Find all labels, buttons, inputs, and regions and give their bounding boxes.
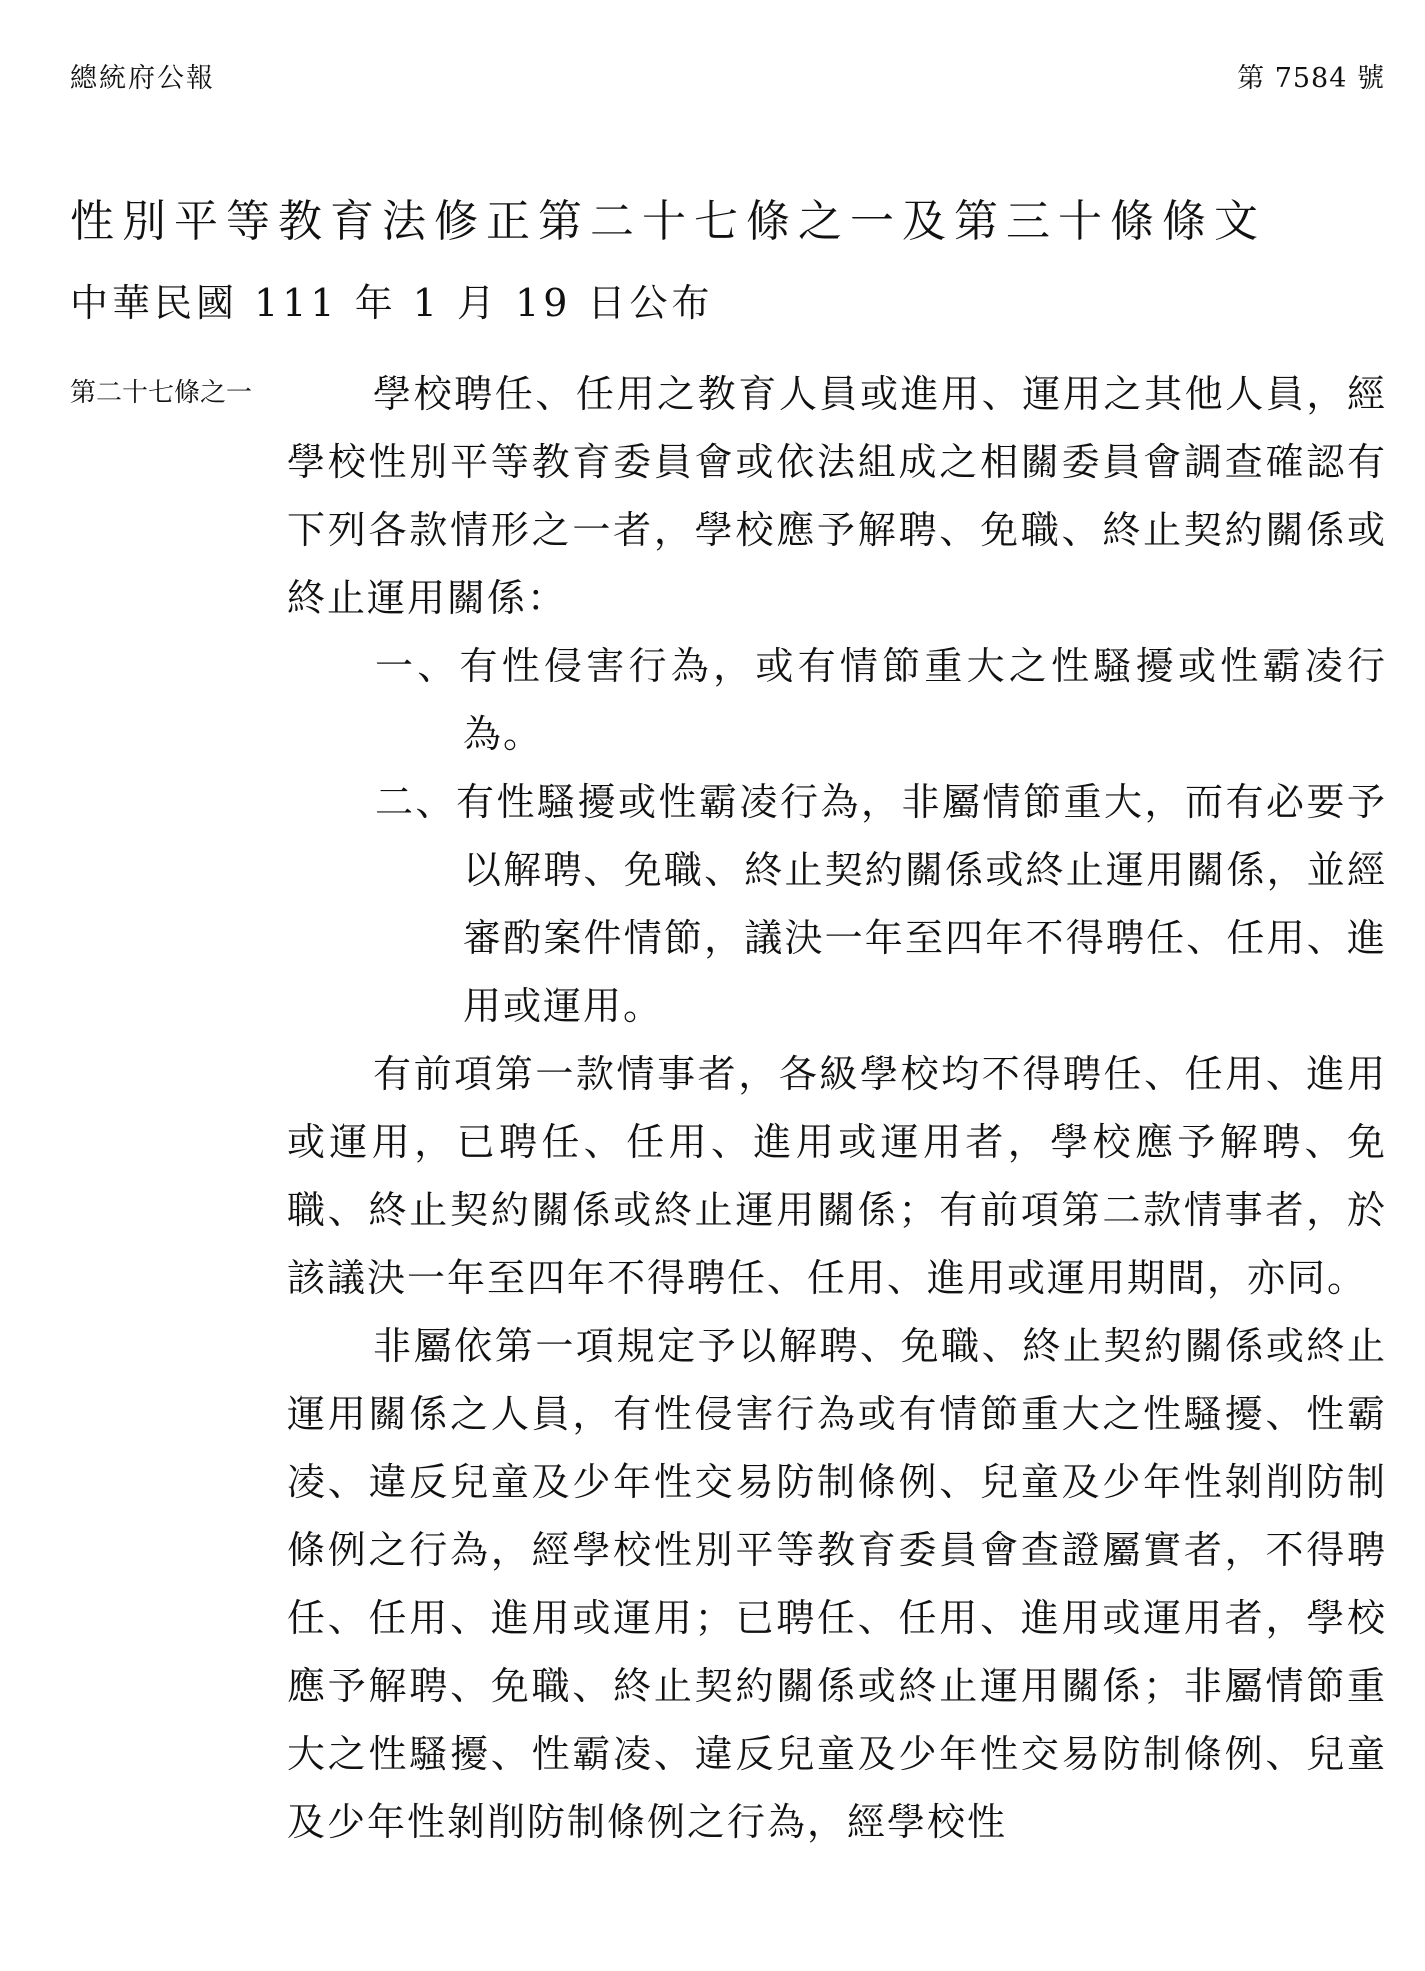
publication-name: 總統府公報 xyxy=(70,63,215,94)
issue-number: 第 7584 號 xyxy=(1237,63,1385,94)
article-body xyxy=(287,360,1387,1856)
promulgation-date: 中華民國 111 年 1 月 19 日公布 xyxy=(70,281,714,325)
article-intro-paragraph: 學校聘任、任用之教育人員或進用、運用之其他人員，經學校性別平等教育委員會或依法組成之相關委員會調查確認有下列各款情形之一者，學校應予解聘、免職、終止契約關係或終止運用關係： xyxy=(287,372,1387,620)
list-item: 一、有性侵害行為，或有情節重大之性騷擾或性霸凌行為。 xyxy=(375,644,1387,756)
list-item: 二、有性騷擾或性霸凌行為，非屬情節重大，而有必要予以解聘、免職、終止契約關係或終止運用關係，並經審酌案件情節，議決一年至四年不得聘任、任用、進用或運用。 xyxy=(375,780,1387,1028)
article-paragraph-3: 非屬依第一項規定予以解聘、免職、終止契約關係或終止運用關係之人員，有性侵害行為或有情節重大之性騷擾、性霸凌、違反兒童及少年性交易防制條例、兒童及少年性剝削防制條例之行為，經學校性別平等教育委員會查證屬實者，不得聘任、任用、進用或運用；已聘任、任用、進用或運用者，學校應予解聘、免職、終止契約關係或終止運用關係；非屬情節重大之性騷擾、性霸凌、違反兒童及少年性交易防制條例、兒童及少年性剝削防制條例之行為，經學校性 xyxy=(287,1324,1387,1844)
document-title: 性別平等教育法修正第二十七條之一及第三十條條文 xyxy=(70,196,1266,247)
article-label: 第二十七條之一 xyxy=(70,378,253,408)
article-paragraph-2: 有前項第一款情事者，各級學校均不得聘任、任用、進用或運用，已聘任、任用、進用或運用者，學校應予解聘、免職、終止契約關係或終止運用關係；有前項第二款情事者，於該議決一年至四年不得聘任、任用、進用或運用期間，亦同。 xyxy=(287,1052,1387,1300)
